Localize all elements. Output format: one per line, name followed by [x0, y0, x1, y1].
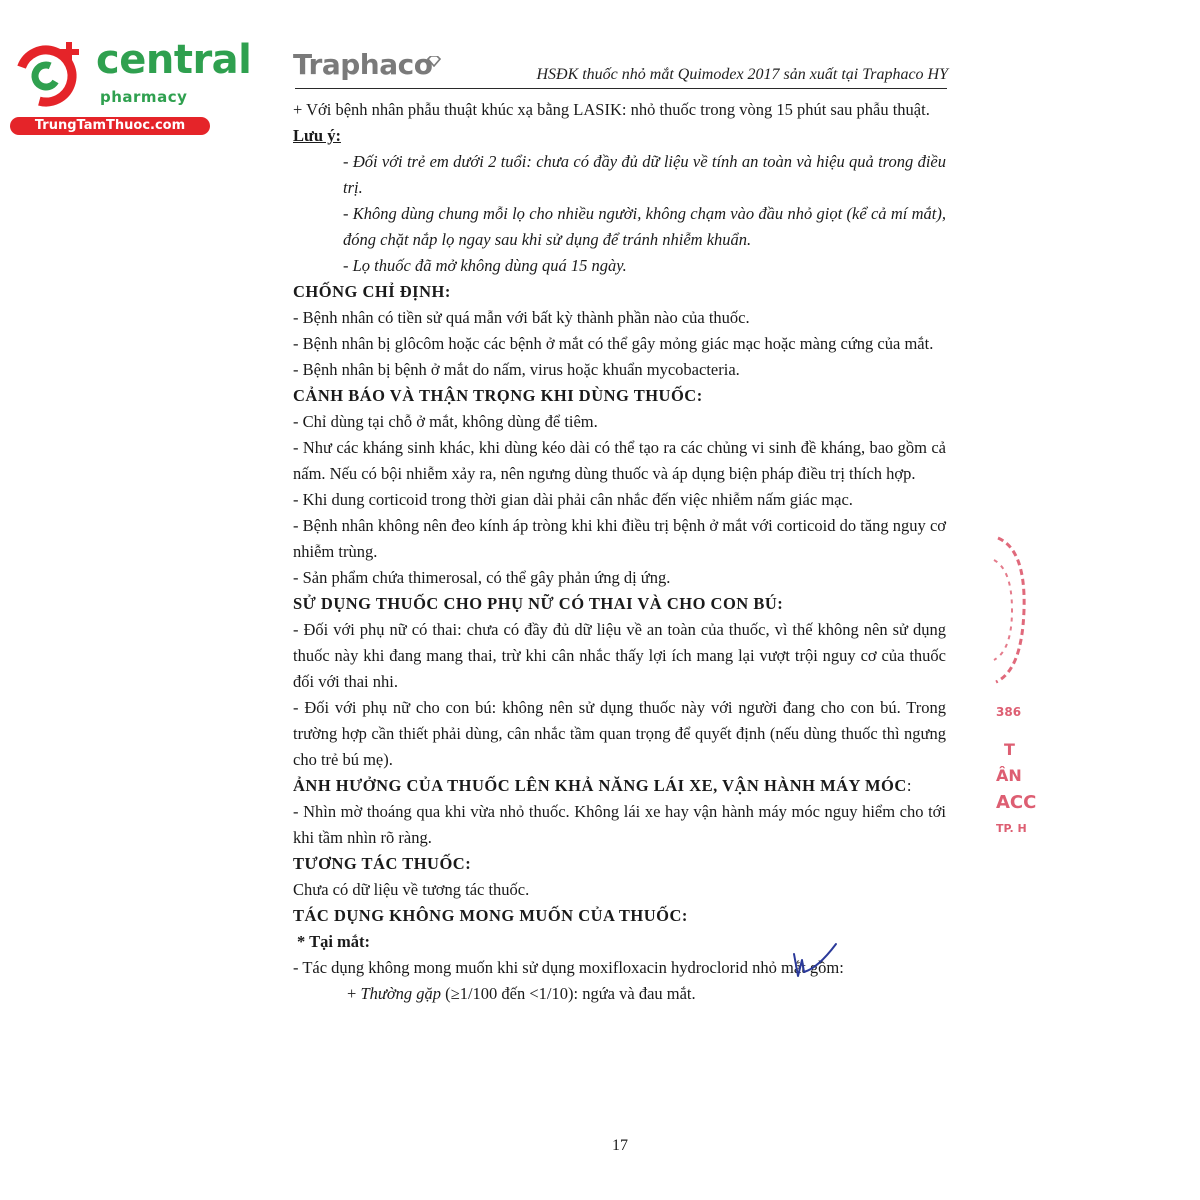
diamond-icon [427, 56, 441, 67]
driving-heading-colon: : [906, 776, 912, 795]
warnings-heading: CẢNH BÁO VÀ THẬN TRỌNG KHI DÙNG THUỐC: [293, 386, 703, 405]
driving-item: - Nhìn mờ thoáng qua khi vừa nhỏ thuốc. Không lái xe hay vận hành máy móc nguy hiểm cho tới khi tầm nhìn rõ ràng. [293, 802, 946, 847]
lasik-paragraph: + Với bệnh nhân phẫu thuật khúc xạ bằng LASIK: nhỏ thuốc trong vòng 15 phút sau phẫu thuật. [293, 100, 930, 119]
stamp-text: ACC [996, 792, 1037, 813]
watermark-brand: central [96, 37, 252, 83]
contraindication-item: - Bệnh nhân bị glôcôm hoặc các bệnh ở mắt có thể gây mỏng giác mạc hoặc màng cứng của mắt. [293, 334, 934, 353]
driving-heading: ẢNH HƯỞNG CỦA THUỐC LÊN KHẢ NĂNG LÁI XE, VẬN HÀNH MÁY MÓC [293, 776, 907, 795]
company-stamp [990, 530, 1037, 860]
adverse-effects-common [293, 981, 946, 1007]
pregnancy-item: - Đối với phụ nữ có thai: chưa có đầy đủ dữ liệu về an toàn của thuốc, vì thế không nên sử dụng thuốc này khi đang mang thai, trừ khi cân nhắc thấy lợi ích mang lại vượt trội nguy cơ của thuốc đối với thai nhi. [293, 620, 946, 691]
central-logo-icon [12, 38, 86, 112]
note-heading: Lưu ý: [293, 126, 341, 145]
common-prefix: + [347, 984, 361, 1003]
central-pharmacy-watermark [10, 37, 252, 138]
header-rule [295, 88, 947, 89]
adverse-effects-subheading: * Tại mắt: [297, 932, 371, 951]
adverse-effects-heading: TÁC DỤNG KHÔNG MONG MUỐN CỦA THUỐC: [293, 906, 688, 925]
page-number: 17 [612, 1137, 628, 1154]
stamp-text: 386 [996, 705, 1022, 719]
watermark-site: TrungTamThuoc.com [10, 117, 210, 135]
interactions-item: Chưa có dữ liệu về tương tác thuốc. [293, 880, 530, 899]
warning-item: - Sản phẩm chứa thimerosal, có thể gây phản ứng dị ứng. [293, 568, 671, 587]
signature-icon [790, 940, 840, 985]
warning-item: - Khi dung corticoid trong thời gian dài phải cân nhắc đến việc nhiễm nấm giác mạc. [293, 490, 853, 509]
driving-heading-line [293, 773, 946, 799]
common-label: Thường gặp [360, 984, 442, 1003]
adverse-effects-intro: - Tác dụng không mong muốn khi sử dụng moxifloxacin hydroclorid nhỏ mắt gồm: [293, 958, 844, 977]
note-item: - Không dùng chung mỗi lọ cho nhiều người, không chạm vào đầu nhỏ giọt (kể cả mí mắt), đóng chặt nắp lọ ngay sau khi sử dụng để tránh nhiễm khuẩn. [343, 204, 946, 249]
document-body [293, 97, 946, 1007]
company-logo: Traphaco [293, 48, 433, 81]
contraindications-heading: CHỐNG CHỈ ĐỊNH: [293, 282, 451, 301]
contraindication-item: - Bệnh nhân có tiền sử quá mẫn với bất kỳ thành phần nào của thuốc. [293, 308, 750, 327]
common-text: (≥1/100 đến <1/10): ngứa và đau mắt. [441, 984, 696, 1003]
contraindication-item: - Bệnh nhân bị bệnh ở mắt do nấm, virus hoặc khuẩn mycobacteria. [293, 360, 740, 379]
pregnancy-heading: SỬ DỤNG THUỐC CHO PHỤ NỮ CÓ THAI VÀ CHO CON BÚ: [293, 594, 784, 613]
stamp-text: TP. H [996, 822, 1027, 835]
interactions-heading: TƯƠNG TÁC THUỐC: [293, 854, 472, 873]
note-item: - Đối với trẻ em dưới 2 tuổi: chưa có đầy đủ dữ liệu về tính an toàn và hiệu quả trong điều trị. [343, 152, 946, 197]
note-item: - Lọ thuốc đã mở không dùng quá 15 ngày. [343, 256, 627, 275]
pregnancy-item: - Đối với phụ nữ cho con bú: không nên sử dụng thuốc này với người đang cho con bú. Trong trường hợp cần thiết phải dùng, cân nhắc tầm quan trọng để quyết định (nếu dùng thuốc thì ngưng cho trẻ bú mẹ). [293, 698, 946, 769]
stamp-text: T [1004, 740, 1015, 759]
document-title: HSĐK thuốc nhỏ mắt Quimodex 2017 sản xuất tại Traphaco HY [536, 66, 948, 83]
warning-item: - Chỉ dùng tại chỗ ở mắt, không dùng để tiêm. [293, 412, 598, 431]
watermark-subtitle: pharmacy [100, 88, 188, 106]
warning-item: - Bệnh nhân không nên đeo kính áp tròng khi khi điều trị bệnh ở mắt với corticoid do tăng nguy cơ nhiễm trùng. [293, 516, 946, 561]
warning-item: - Như các kháng sinh khác, khi dùng kéo dài có thể tạo ra các chủng vi sinh đề kháng, bao gồm cả nấm. Nếu có bội nhiễm xảy ra, nên ngưng dùng thuốc và áp dụng biện pháp điều trị thích hợp. [293, 438, 946, 483]
stamp-ring-icon [990, 530, 1030, 690]
stamp-text: ÂN [996, 766, 1022, 785]
